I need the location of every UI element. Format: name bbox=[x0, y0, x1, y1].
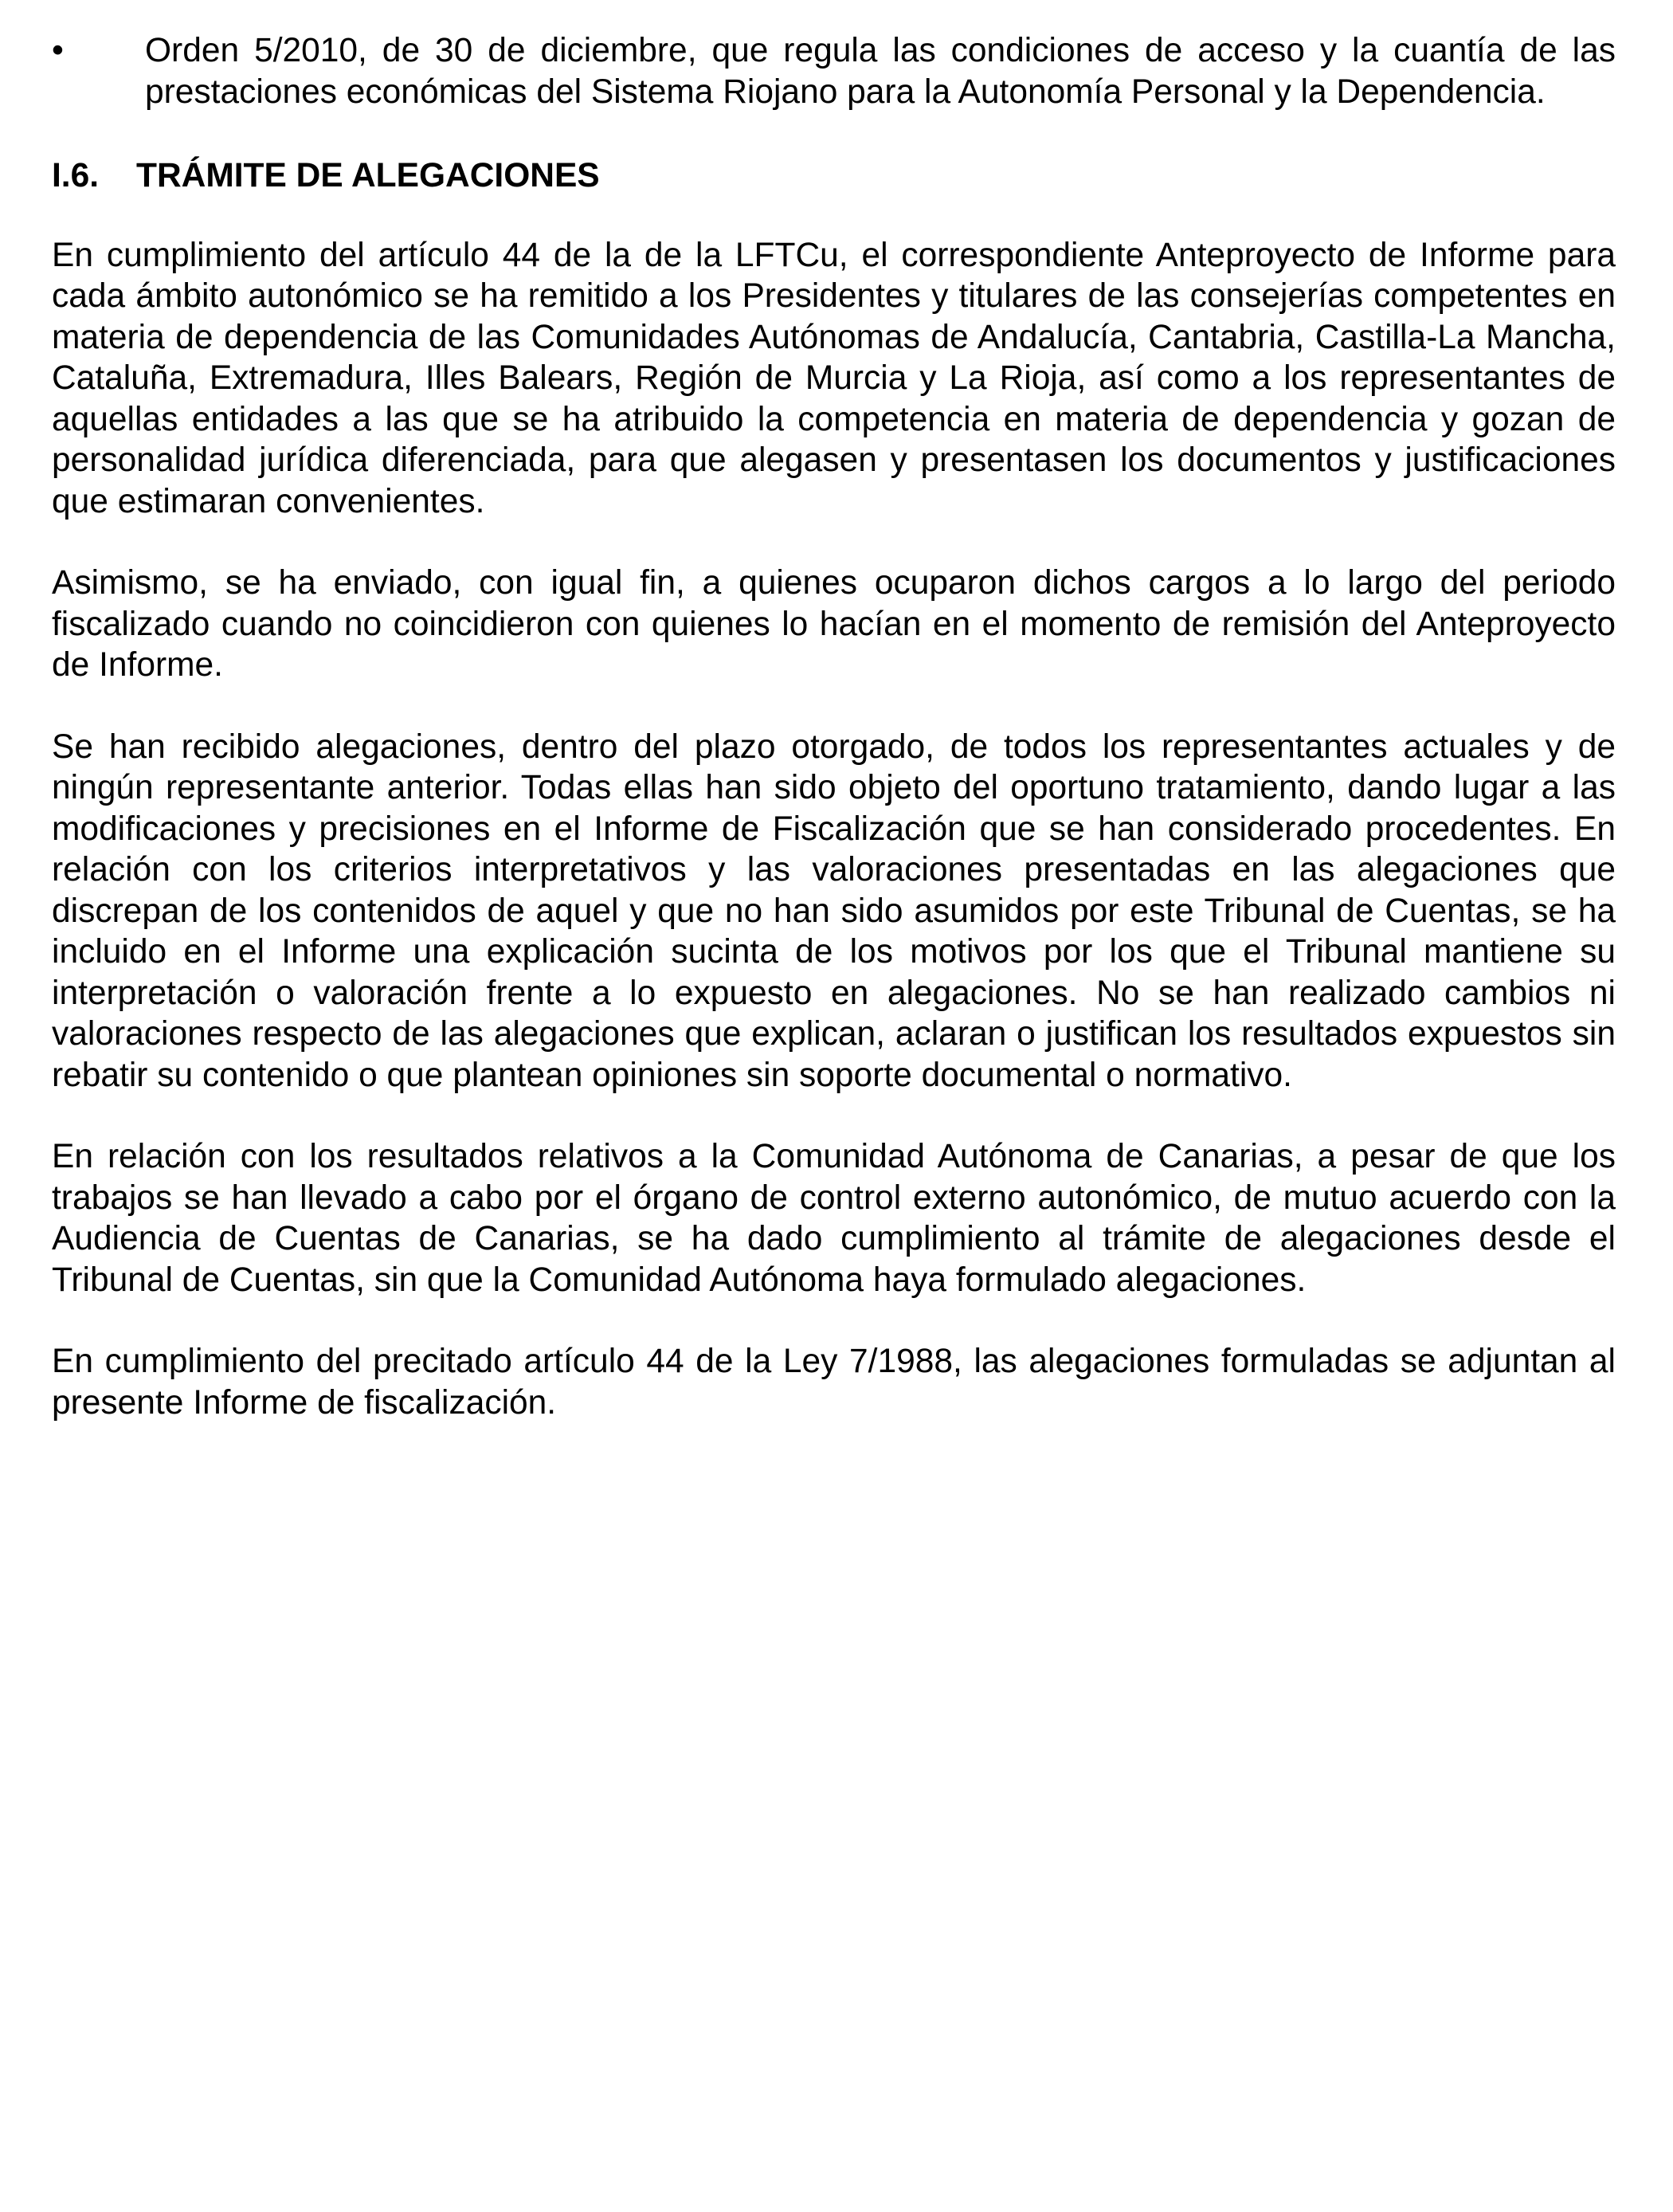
bullet-item-text: Orden 5/2010, de 30 de diciembre, que regula las condiciones de acceso y la cuantía de las prestaciones económicas del Sistema Riojano para la Autonomía Personal y la Dependencia. bbox=[145, 32, 1616, 111]
paragraph-remision-anteproyecto: En cumplimiento del artículo 44 de la de la LFTCu, el correspondiente Anteproyecto de Informe para cada ámbito autonómico se ha remitido a los Presidentes y titulares de las consejerías competentes en materia de dependencia de las Comunidades Autónomas de Andalucía, Cantabria, Castilla-La Mancha, Cataluña, Extremadura, Illes Balears, Región de Murcia y La Rioja, así como a los representantes de aquellas entidades a las que se ha atribuido la competencia en materia de dependencia y gozan de personalidad jurídica diferenciada, para que alegasen y presentasen los documentos y justificaciones que estimaran convenientes. bbox=[52, 236, 1616, 520]
section-title: TRÁMITE DE ALEGACIONES bbox=[136, 157, 600, 194]
paragraph-alegaciones-recibidas: Se han recibido alegaciones, dentro del plazo otorgado, de todos los representantes actuales y de ningún representante anterior. Todas ellas han sido objeto del oportuno tratamiento, dando lugar a las modificaciones y precisiones en el Informe de Fiscalización que se han considerado procedentes. En relación con los criterios interpretativos y las valoraciones presentadas en las alegaciones que discrepan de los contenidos de aquel y que no han sido asumidos por este Tribunal de Cuentas, se ha incluido en el Informe una explicación sucinta de los motivos por los que el Tribunal mantiene su interpretación o valoración frente a lo expuesto en alegaciones. No se han realizado cambios ni valoraciones respecto de las alegaciones que explican, aclaran o justifican los resultados expuestos sin rebatir su contenido o que plantean opiniones sin soporte documental o normativo. bbox=[52, 728, 1616, 1094]
paragraph-canarias: En relación con los resultados relativos a la Comunidad Autónoma de Canarias, a pesar de que los trabajos se han llevado a cabo por el órgano de control externo autonómico, de mutuo acuerdo con la Audiencia de Cuentas de Canarias, se ha dado cumplimiento al trámite de alegaciones desde el Tribunal de Cuentas, sin que la Comunidad Autónoma haya formulado alegaciones. bbox=[52, 1138, 1616, 1299]
bullet-list-item bbox=[52, 30, 1616, 112]
paragraph-cargos-anteriores: Asimismo, se ha enviado, con igual fin, a quienes ocuparon dichos cargos a lo largo del periodo fiscalizado cuando no coincidieron con quienes lo hacían en el momento de remisión del Anteproyecto de Informe. bbox=[52, 564, 1616, 684]
document-page bbox=[52, 30, 1616, 1423]
bullet-icon: • bbox=[52, 32, 64, 69]
section-number: I.6. bbox=[52, 157, 100, 194]
section-heading bbox=[52, 155, 1616, 197]
paragraph-adjuntan-alegaciones: En cumplimiento del precitado artículo 44 de la Ley 7/1988, las alegaciones formuladas se adjuntan al presente Informe de fiscalización. bbox=[52, 1343, 1616, 1422]
